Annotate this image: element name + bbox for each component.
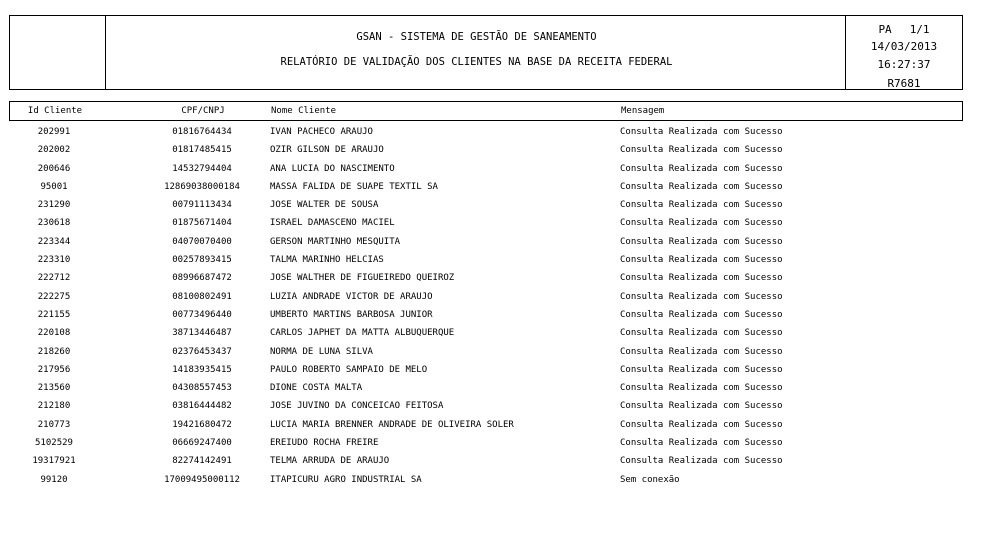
cell-message: Consulta Realizada com Sucesso [620, 309, 783, 320]
cell-message: Consulta Realizada com Sucesso [620, 163, 783, 174]
cell-doc: 38713446487 [172, 328, 232, 339]
cell-id: 200646 [37, 163, 71, 174]
cell-name: MASSA FALIDA DE SUAPE TEXTIL SA [270, 181, 438, 192]
cell-id: 202991 [37, 127, 71, 137]
cell-message: Consulta Realizada com Sucesso [620, 291, 783, 302]
table-row [9, 345, 963, 363]
cell-name: ANA LUCIA DO NASCIMENTO [270, 163, 395, 174]
cell-doc: 00257893415 [172, 255, 232, 266]
cell-message: Consulta Realizada com Sucesso [620, 383, 783, 394]
table-row [9, 436, 963, 454]
cell-message: Consulta Realizada com Sucesso [620, 456, 783, 467]
cell-doc: 04070070400 [172, 236, 232, 247]
table-row [9, 125, 963, 143]
cell-id: 95001 [40, 181, 68, 192]
cell-message: Consulta Realizada com Sucesso [620, 364, 783, 375]
cell-name: OZIR GILSON DE ARAUJO [270, 145, 384, 156]
cell-name: JOSE JUVINO DA CONCEICAO FEITOSA [270, 401, 444, 412]
cell-doc: 14183935415 [172, 364, 232, 375]
table-row [9, 253, 963, 271]
page-indicator [846, 23, 962, 36]
cell-id: 223344 [37, 236, 71, 247]
cell-message: Consulta Realizada com Sucesso [620, 181, 783, 192]
cell-name: NORMA DE LUNA SILVA [270, 346, 373, 357]
cell-doc: 00773496440 [172, 309, 232, 320]
cell-doc: 06669247400 [172, 438, 232, 449]
page-label: PA [878, 23, 892, 36]
cell-name: TELMA ARRUDA DE ARAUJO [270, 456, 390, 467]
cell-id: 5102529 [35, 438, 73, 449]
cell-id: 221155 [37, 309, 71, 320]
column-header-id: Id Cliente [27, 106, 83, 116]
client-table-body [9, 125, 963, 491]
report-time: 16:27:37 [877, 58, 931, 71]
cell-doc: 00791113434 [172, 200, 232, 211]
cell-doc: 12869038000184 [164, 181, 240, 192]
cell-doc: 01817485415 [172, 145, 232, 156]
cell-message: Consulta Realizada com Sucesso [620, 401, 783, 412]
cell-message: Consulta Realizada com Sucesso [620, 127, 783, 137]
report-code: R7681 [887, 77, 921, 90]
report-info-cell [845, 16, 962, 89]
cell-name: EREIUDO ROCHA FREIRE [270, 438, 379, 449]
report-title: RELATÓRIO DE VALIDAÇÃO DOS CLIENTES NA BASE DA RECEITA FEDERAL [280, 56, 673, 68]
cell-message: Consulta Realizada com Sucesso [620, 346, 783, 357]
cell-name: JOSE WALTER DE SOUSA [270, 200, 379, 211]
cell-message: Consulta Realizada com Sucesso [620, 419, 783, 430]
table-row [9, 290, 963, 308]
table-row [9, 143, 963, 161]
cell-id: 231290 [37, 200, 71, 211]
cell-doc: 19421680472 [172, 419, 232, 430]
table-row [9, 454, 963, 472]
cell-name: UMBERTO MARTINS BARBOSA JUNIOR [270, 309, 433, 320]
column-header-name: Nome Cliente [271, 106, 337, 116]
cell-name: CARLOS JAPHET DA MATTA ALBUQUERQUE [270, 328, 455, 339]
cell-id: 212180 [37, 401, 71, 412]
system-title: GSAN - SISTEMA DE GESTÃO DE SANEAMENTO [356, 31, 597, 43]
cell-id: 220108 [37, 328, 71, 339]
table-row [9, 235, 963, 253]
cell-message: Consulta Realizada com Sucesso [620, 273, 783, 284]
cell-name: TALMA MARINHO HELCIAS [270, 255, 384, 266]
table-row [9, 381, 963, 399]
cell-id: 210773 [37, 419, 71, 430]
cell-doc: 17009495000112 [164, 474, 240, 485]
cell-id: 222712 [37, 273, 71, 284]
table-row [9, 216, 963, 234]
cell-message: Consulta Realizada com Sucesso [620, 328, 783, 339]
cell-id: 218260 [37, 346, 71, 357]
cell-message: Consulta Realizada com Sucesso [620, 255, 783, 266]
cell-id: 213560 [37, 383, 71, 394]
cell-id: 230618 [37, 218, 71, 229]
cell-name: GERSON MARTINHO MESQUITA [270, 236, 401, 247]
cell-id: 202002 [37, 145, 71, 156]
table-row [9, 308, 963, 326]
report-date: 14/03/2013 [870, 40, 938, 53]
cell-name: LUZIA ANDRADE VICTOR DE ARAUJO [270, 291, 433, 302]
cell-message: Consulta Realizada com Sucesso [620, 236, 783, 247]
table-row [9, 363, 963, 381]
cell-doc: 03816444482 [172, 401, 232, 412]
cell-id: 99120 [40, 474, 68, 485]
table-row [9, 271, 963, 289]
column-header-doc: CPF/CNPJ [181, 106, 225, 116]
cell-message: Consulta Realizada com Sucesso [620, 145, 783, 156]
cell-name: ITAPICURU AGRO INDUSTRIAL SA [270, 474, 422, 485]
cell-message: Consulta Realizada com Sucesso [620, 218, 783, 229]
cell-doc: 01816764434 [172, 127, 232, 137]
table-row [9, 180, 963, 198]
cell-doc: 82274142491 [172, 456, 232, 467]
table-row [9, 418, 963, 436]
column-header-message: Mensagem [621, 106, 665, 116]
cell-message: Sem conexão [620, 474, 680, 485]
cell-doc: 08996687472 [172, 273, 232, 284]
cell-id: 19317921 [32, 456, 76, 467]
cell-doc: 04308557453 [172, 383, 232, 394]
report-header [9, 15, 963, 90]
cell-doc: 02376453437 [172, 346, 232, 357]
cell-name: PAULO ROBERTO SAMPAIO DE MELO [270, 364, 428, 375]
table-row [9, 198, 963, 216]
cell-doc: 14532794404 [172, 163, 232, 174]
cell-name: IVAN PACHECO ARAUJO [270, 127, 373, 137]
logo-cell [10, 16, 106, 89]
cell-id: 217956 [37, 364, 71, 375]
cell-message: Consulta Realizada com Sucesso [620, 200, 783, 211]
cell-name: LUCIA MARIA BRENNER ANDRADE DE OLIVEIRA SOLER [270, 419, 514, 430]
table-row [9, 326, 963, 344]
cell-id: 222275 [37, 291, 71, 302]
cell-doc: 01875671404 [172, 218, 232, 229]
cell-id: 223310 [37, 255, 71, 266]
cell-message: Consulta Realizada com Sucesso [620, 438, 783, 449]
table-row [9, 473, 963, 491]
cell-name: JOSE WALTHER DE FIGUEIREDO QUEIROZ [270, 273, 455, 284]
table-row [9, 162, 963, 180]
table-row [9, 399, 963, 417]
page-number: 1/1 [909, 23, 930, 36]
cell-name: ISRAEL DAMASCENO MACIEL [270, 218, 395, 229]
column-header-row [9, 101, 963, 121]
cell-doc: 08100802491 [172, 291, 232, 302]
cell-name: DIONE COSTA MALTA [270, 383, 363, 394]
